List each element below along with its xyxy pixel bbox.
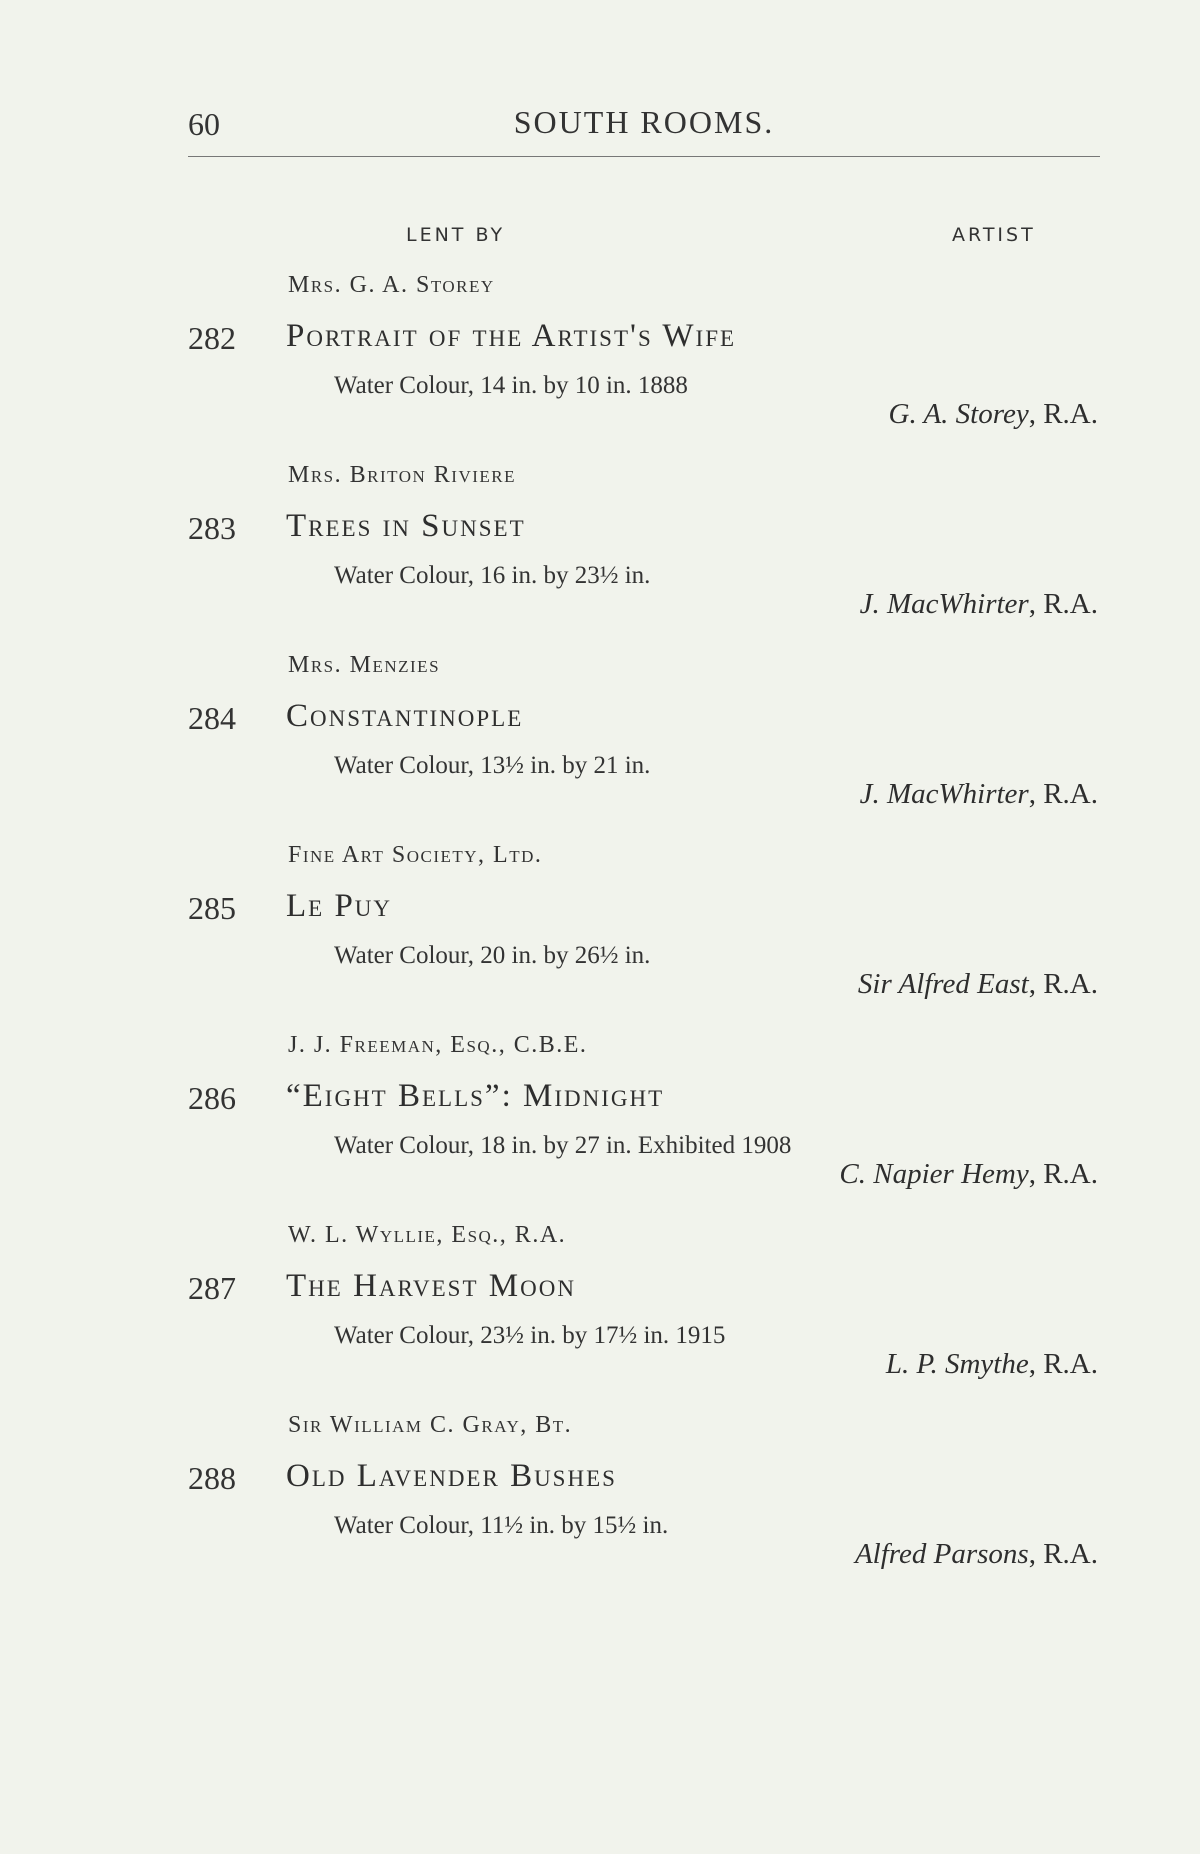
catalogue-entry: [188, 652, 1108, 842]
catalogue-entry: [188, 462, 1108, 652]
artist-credit: [839, 1158, 1098, 1191]
lender: Mrs. G. A. Storey: [288, 272, 495, 298]
artwork-title: Portrait of the Artist's Wife: [286, 318, 737, 354]
artist-name: J. MacWhirter: [859, 588, 1029, 620]
catalogue-number: 284: [188, 700, 236, 736]
catalogue-number: 285: [188, 890, 236, 926]
medium-and-size: Water Colour, 23½ in. by 17½ in. 1915: [334, 1322, 726, 1349]
artwork-title: The Harvest Moon: [286, 1268, 576, 1304]
catalogue-number: 282: [188, 320, 236, 356]
catalogue-entry: [188, 842, 1108, 1032]
artwork-title: Constantinople: [286, 698, 524, 734]
artwork-title: Le Puy: [286, 888, 393, 924]
lender: J. J. Freeman, Esq., C.B.E.: [288, 1032, 588, 1058]
artist-credit: [855, 1538, 1098, 1571]
artist-suffix: , R.A.: [1028, 588, 1098, 620]
artist-suffix: , R.A.: [1028, 1348, 1098, 1380]
medium-and-size: Water Colour, 16 in. by 23½ in.: [334, 562, 651, 589]
artist-credit: [889, 398, 1098, 431]
artist-name: J. MacWhirter: [859, 778, 1029, 810]
catalogue-entry: [188, 1032, 1108, 1222]
catalogue-number: 286: [188, 1080, 236, 1116]
lender: Sir William C. Gray, Bt.: [288, 1412, 573, 1438]
artist-suffix: , R.A.: [1028, 1158, 1098, 1190]
medium-and-size: Water Colour, 20 in. by 26½ in.: [334, 942, 651, 969]
artist-name: L. P. Smythe: [885, 1348, 1029, 1380]
page-header: [188, 102, 1100, 148]
lent-by-column-heading: LENT BY: [406, 224, 506, 246]
artist-name: Sir Alfred East: [857, 968, 1029, 1000]
catalogue-entry: [188, 1412, 1108, 1602]
artist-suffix: , R.A.: [1028, 398, 1098, 430]
artist-name: Alfred Parsons: [854, 1538, 1029, 1570]
lender: W. L. Wyllie, Esq., R.A.: [288, 1222, 567, 1248]
medium-and-size: Water Colour, 13½ in. by 21 in.: [334, 752, 651, 779]
lender: Mrs. Menzies: [288, 652, 441, 678]
artist-credit: [858, 968, 1098, 1001]
catalogue-entry: [188, 272, 1108, 462]
artwork-title: Trees in Sunset: [286, 508, 526, 544]
medium-and-size: Water Colour, 18 in. by 27 in. Exhibited 1908: [334, 1132, 792, 1159]
artist-name: C. Napier Hemy: [839, 1158, 1029, 1190]
medium-and-size: Water Colour, 11½ in. by 15½ in.: [334, 1512, 669, 1539]
catalogue-number: 283: [188, 510, 236, 546]
lender: Fine Art Society, Ltd.: [288, 842, 543, 868]
artwork-title: Old Lavender Bushes: [286, 1458, 617, 1494]
artist-credit: [860, 588, 1098, 621]
medium-and-size: Water Colour, 14 in. by 10 in. 1888: [334, 372, 688, 399]
header-rule: [188, 156, 1100, 157]
artist-suffix: , R.A.: [1028, 778, 1098, 810]
running-head: SOUTH ROOMS.: [513, 104, 775, 140]
catalogue-number: 288: [188, 1460, 236, 1496]
artist-credit: [886, 1348, 1098, 1381]
artist-suffix: , R.A.: [1028, 968, 1098, 1000]
artist-column-heading: ARTIST: [952, 224, 1036, 246]
artist-name: G. A. Storey: [888, 398, 1029, 430]
catalogue-number: 287: [188, 1270, 236, 1306]
page-number: 60: [188, 106, 220, 142]
catalogue-entry: [188, 1222, 1108, 1412]
lender: Mrs. Briton Riviere: [288, 462, 516, 488]
artist-credit: [860, 778, 1098, 811]
artwork-title: “Eight Bells”: Midnight: [286, 1078, 665, 1114]
artist-suffix: , R.A.: [1028, 1538, 1098, 1570]
